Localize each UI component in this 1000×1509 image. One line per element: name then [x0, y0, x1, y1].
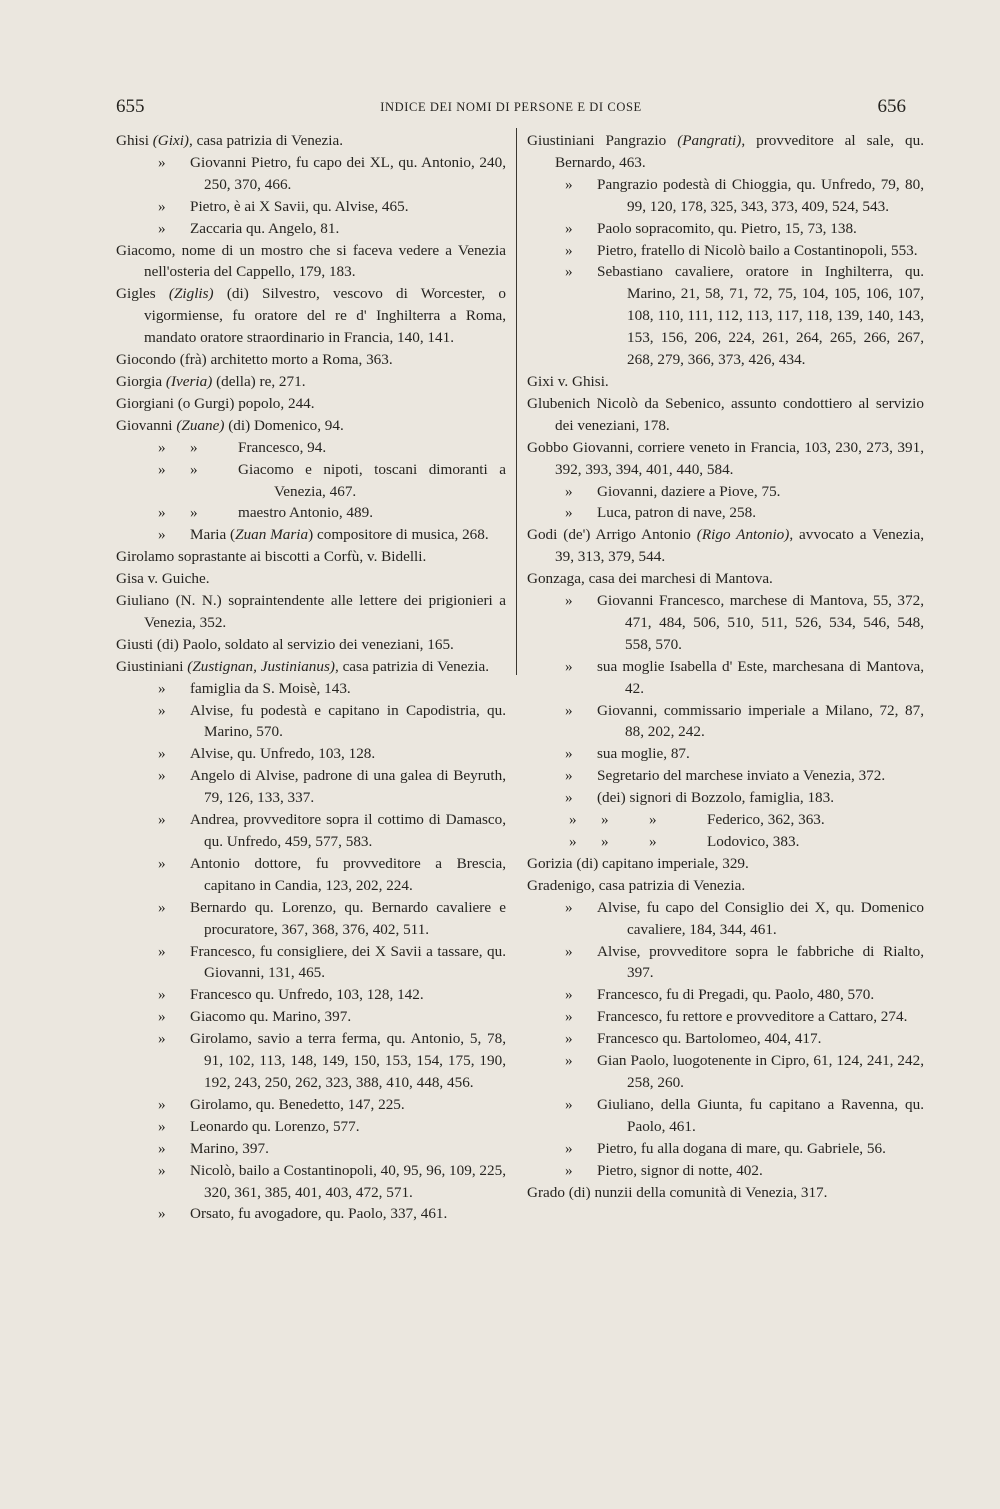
index-subentry: » Alvise, qu. Unfredo, 103, 128. — [158, 745, 376, 763]
index-subentry: » Pietro, fu alla dogana di mare, qu. Gabriele, 56. — [565, 1139, 886, 1157]
page-number-right: 656 — [877, 96, 906, 117]
index-subentry: » Girolamo, qu. Benedetto, 147, 225. — [158, 1095, 405, 1113]
index-subentry: » Giovanni Francesco, marchese di Mantova, 55, 372, 471, 484, 506, 510, 511, 526, 534, 546, 548, 558, 570. — [565, 592, 924, 653]
index-entry: Giustiniani Pangrazio (Pangrati), provveditore al sale, qu. Bernardo, 463. — [527, 132, 925, 171]
index-subentry: » Girolamo, savio a terra ferma, qu. Antonio, 5, 78, 91, 102, 113, 148, 149, 150, 153, 154, 175, 190, 192, 243, 250, 262, 323, 388, 410, 448, 456. — [158, 1030, 506, 1091]
index-subentry: » Giuliano, della Giunta, fu capitano a Ravenna, qu. Paolo, 461. — [565, 1095, 924, 1135]
page-header — [116, 96, 906, 124]
index-subentry: » Francesco, fu consigliere, dei X Savii a tassare, qu. Giovanni, 131, 465. — [158, 942, 506, 982]
index-subentry: » Giovanni, daziere a Piove, 75. — [565, 482, 781, 500]
index-subentry: » Paolo sopracomito, qu. Pietro, 15, 73, 138. — [565, 219, 857, 237]
index-subentry: » » » Federico, 362, 363. — [569, 811, 825, 829]
index-subentry: » Pietro, signor di notte, 402. — [565, 1161, 763, 1179]
index-subentry: » Alvise, fu capo del Consiglio dei X, qu. Domenico cavaliere, 184, 344, 461. — [565, 898, 924, 938]
index-entry: Gigles (Ziglis) (di) Silvestro, vescovo di Worcester, o vigormiense, fu oratore del re d' Inghilterra a Roma, mandato oratore straordinario in Francia, 140, 141. — [116, 285, 506, 347]
index-subentry: » Francesco, fu rettore e provveditore a Cattaro, 274. — [565, 1008, 908, 1026]
index-entry: Grado (di) nunzii della comunità di Venezia, 317. — [527, 1183, 828, 1201]
index-entry: Gonzaga, casa dei marchesi di Mantova. — [527, 570, 773, 588]
index-subentry: » famiglia da S. Moisè, 143. — [158, 679, 351, 697]
index-subentry: » sua moglie, 87. — [565, 745, 690, 763]
index-entry: Giustiniani (Zustignan, Justinianus), casa patrizia di Venezia. — [116, 657, 490, 675]
index-entry: Gradenigo, casa patrizia di Venezia. — [527, 876, 746, 894]
index-entry: Giacomo, nome di un mostro che si faceva vedere a Venezia nell'osteria del Cappello, 179, 183. — [116, 241, 506, 281]
index-subentry: » Pietro, fratello di Nicolò bailo a Costantinopoli, 553. — [565, 241, 918, 259]
index-entry: Godi (de') Arrigo Antonio (Rigo Antonio), avvocato a Venezia, 39, 313, 379, 544. — [527, 526, 924, 566]
index-subentry: » Giacomo qu. Marino, 397. — [158, 1008, 352, 1026]
index-subentry: » Francesco, fu di Pregadi, qu. Paolo, 480, 570. — [565, 986, 875, 1004]
index-entry: Girolamo soprastante ai biscotti a Corfù, v. Bidelli. — [116, 548, 427, 566]
index-subentry: » Sebastiano cavaliere, oratore in Inghilterra, qu. Marino, 21, 58, 71, 72, 75, 104, 105, 106, 107, 108, 110, 111, 112, 113, 117, 118, 139, 140, 143, 153, 156, 206, 224, 261, 264, 265, 266, 267, 268, 279, 366, 373, 426, 434. — [565, 263, 924, 369]
index-entry: Giorgia (Iveria) (della) re, 271. — [116, 372, 306, 390]
index-subentry: » Francesco qu. Bartolomeo, 404, 417. — [565, 1030, 822, 1048]
column-divider — [516, 128, 517, 675]
index-entry: Giovanni (Zuane) (di) Domenico, 94. — [116, 416, 344, 434]
index-subentry: » Segretario del marchese inviato a Venezia, 372. — [565, 767, 886, 785]
index-entry: Gisa v. Guiche. — [116, 570, 210, 588]
index-subentry: » Bernardo qu. Lorenzo, qu. Bernardo cavaliere e procuratore, 367, 368, 376, 402, 511. — [158, 898, 506, 938]
left-column — [116, 130, 506, 1225]
index-entry: Giorgiani (o Gurgi) popolo, 244. — [116, 394, 315, 412]
index-subentry: » Gian Paolo, luogotenente in Cipro, 61, 124, 241, 242, 258, 260. — [565, 1052, 924, 1091]
index-subentry: » Maria (Zuan Maria) compositore di musica, 268. — [158, 526, 489, 544]
index-subentry: » Marino, 397. — [158, 1139, 269, 1157]
page-number-left: 655 — [116, 96, 145, 117]
index-subentry: » » Giacomo e nipoti, toscani dimoranti a Venezia, 467. — [158, 460, 506, 500]
index-subentry: » Angelo di Alvise, padrone di una galea di Beyruth, 79, 126, 133, 337. — [158, 767, 506, 807]
index-subentry: » Orsato, fu avogadore, qu. Paolo, 337, 461. — [158, 1205, 448, 1223]
index-subentry: » Andrea, provveditore sopra il cottimo di Damasco, qu. Unfredo, 459, 577, 583. — [158, 811, 506, 850]
index-subentry: » Luca, patron di nave, 258. — [565, 504, 756, 522]
index-entry: Giuliano (N. N.) sopraintendente alle lettere dei prigionieri a Venezia, 352. — [116, 592, 506, 631]
index-entry: Glubenich Nicolò da Sebenico, assunto condottiero al servizio dei veneziani, 178. — [527, 394, 924, 434]
index-subentry: » » » Lodovico, 383. — [569, 833, 800, 850]
index-subentry: » Zaccaria qu. Angelo, 81. — [158, 219, 340, 237]
index-subentry: » Giovanni Pietro, fu capo dei XL, qu. Antonio, 240, 250, 370, 466. — [158, 153, 506, 193]
index-entry: Giusti (di) Paolo, soldato al servizio dei veneziani, 165. — [116, 635, 454, 653]
index-entry: Gixi v. Ghisi. — [527, 372, 609, 390]
index-subentry: » » Francesco, 94. — [158, 438, 327, 456]
index-entry: Gorizia (di) capitano imperiale, 329. — [527, 854, 749, 872]
index-entry: Gobbo Giovanni, corriere veneto in Francia, 103, 230, 273, 391, 392, 393, 394, 401, 440, 584. — [527, 438, 924, 478]
running-title: INDICE DEI NOMI DI PERSONE E DI COSE — [380, 100, 642, 114]
right-column — [527, 130, 924, 1203]
index-subentry: » Nicolò, bailo a Costantinopoli, 40, 95, 96, 109, 225, 320, 361, 385, 401, 403, 472, 571. — [158, 1161, 506, 1201]
index-subentry: » Giovanni, commissario imperiale a Milano, 72, 87, 88, 202, 242. — [565, 701, 924, 741]
index-subentry: » Leonardo qu. Lorenzo, 577. — [158, 1117, 360, 1135]
index-subentry: » (dei) signori di Bozzolo, famiglia, 183. — [565, 789, 835, 807]
index-subentry: » Pietro, è ai X Savii, qu. Alvise, 465. — [158, 197, 409, 215]
index-subentry: » Alvise, fu podestà e capitano in Capodistria, qu. Marino, 570. — [158, 701, 506, 741]
index-subentry: » Alvise, provveditore sopra le fabbriche di Rialto, 397. — [565, 942, 924, 982]
index-subentry: » Antonio dottore, fu provveditore a Brescia, capitano in Candia, 123, 202, 224. — [158, 854, 506, 894]
index-subentry: » » maestro Antonio, 489. — [158, 504, 373, 522]
index-subentry: » Pangrazio podestà di Chioggia, qu. Unfredo, 79, 80, 99, 120, 178, 325, 343, 373, 409, 524, 543. — [565, 175, 924, 215]
index-subentry: » Francesco qu. Unfredo, 103, 128, 142. — [158, 986, 424, 1004]
index-subentry: » sua moglie Isabella d' Este, marchesana di Mantova, 42. — [565, 657, 924, 697]
index-entry: Giocondo (frà) architetto morto a Roma, 363. — [116, 351, 393, 369]
index-entry: Ghisi (Gixi), casa patrizia di Venezia. — [116, 132, 344, 149]
